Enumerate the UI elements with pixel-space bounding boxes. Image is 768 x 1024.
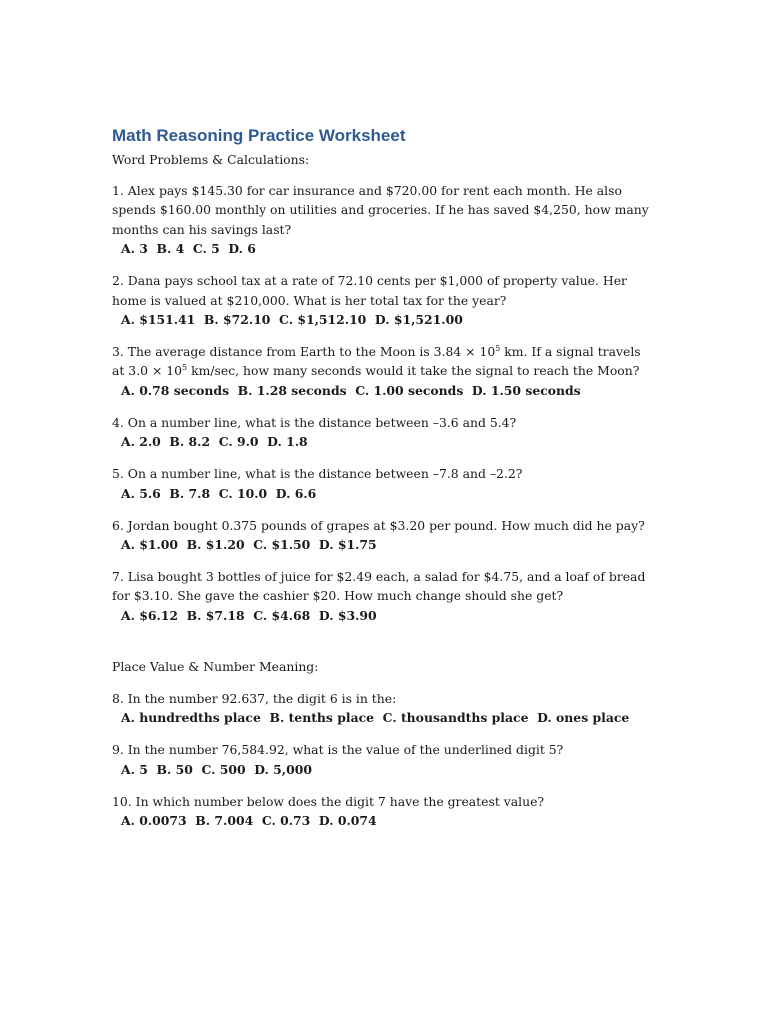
question-3	[112, 342, 652, 400]
answer-choices: A. 0.0073 B. 7.004 C. 0.73 D. 0.074	[121, 813, 377, 829]
answer-choices: A. $151.41 B. $72.10 C. $1,512.10 D. $1,521.00	[121, 312, 463, 328]
answer-choices: A. 0.78 seconds B. 1.28 seconds C. 1.00 seconds D. 1.50 seconds	[121, 382, 581, 398]
question-1	[112, 181, 652, 258]
section-place-value	[112, 657, 652, 830]
question-10	[112, 792, 652, 830]
question-text: 3. The average distance from Earth to the Moon is $3.84 \times 10^5$ km. If a signal travels at $3.0 \times 10^5$ km/sec, how many seconds would it take the signal to reach the Moon?	[112, 343, 641, 379]
question-2	[112, 271, 652, 329]
question-text: 6. Jordan bought 0.375 pounds of grapes at $3.20 per pound. How much did he pay?	[112, 517, 645, 533]
worksheet-page	[112, 124, 652, 830]
question-6	[112, 516, 652, 554]
question-text: 5. On a number line, what is the distance between –7.8 and –2.2?	[112, 466, 523, 482]
question-8	[112, 689, 652, 727]
question-7	[112, 567, 652, 625]
answer-choices: A. 3 B. 4 C. 5 D. 6	[121, 241, 256, 257]
question-text: 10. In which number below does the digit 7 have the greatest value?	[112, 793, 545, 809]
question-text: 9. In the number 76,584.92, what is the value of the underlined digit 5?	[112, 742, 564, 758]
section-label: Word Problems & Calculations:	[112, 152, 310, 167]
question-text: 1. Alex pays $145.30 for car insurance and $720.00 for rent each month. He also spends $160.00 monthly on utilities and groceries. If he has saved $4,250, how many months can his savings last?	[112, 183, 649, 237]
question-5	[112, 464, 652, 502]
question-text: 2. Dana pays school tax at a rate of 72.10 cents per $1,000 of property value. Her home is valued at $210,000. What is her total tax for the year?	[112, 273, 627, 308]
answer-choices: A. $6.12 B. $7.18 C. $4.68 D. $3.90	[121, 607, 377, 623]
answer-choices: A. 5 B. 50 C. 500 D. 5,000	[121, 761, 312, 777]
page-title: Math Reasoning Practice Worksheet	[112, 126, 406, 145]
question-text: 8. In the number 92.637, the digit 6 is in the:	[112, 690, 397, 706]
question-4	[112, 413, 652, 451]
section-word-problems	[112, 150, 652, 625]
answer-choices: A. 5.6 B. 7.8 C. 10.0 D. 6.6	[121, 485, 317, 501]
exponent: 5	[495, 343, 501, 353]
question-text: 7. Lisa bought 3 bottles of juice for $2.49 each, a salad for $4.75, and a loaf of bread for $3.10. She gave the cashier $20. How much change should she get?	[112, 569, 646, 604]
answer-choices: A. hundredths place B. tenths place C. thousandths place D. ones place	[121, 710, 630, 726]
section-label: Place Value & Number Meaning:	[112, 658, 319, 674]
answer-choices: A. $1.00 B. $1.20 C. $1.50 D. $1.75	[121, 537, 377, 553]
answer-choices: A. 2.0 B. 8.2 C. 9.0 D. 1.8	[121, 434, 308, 450]
question-9	[112, 740, 652, 778]
exponent: 5	[182, 363, 188, 373]
question-text: 4. On a number line, what is the distance between –3.6 and 5.4?	[112, 414, 517, 430]
